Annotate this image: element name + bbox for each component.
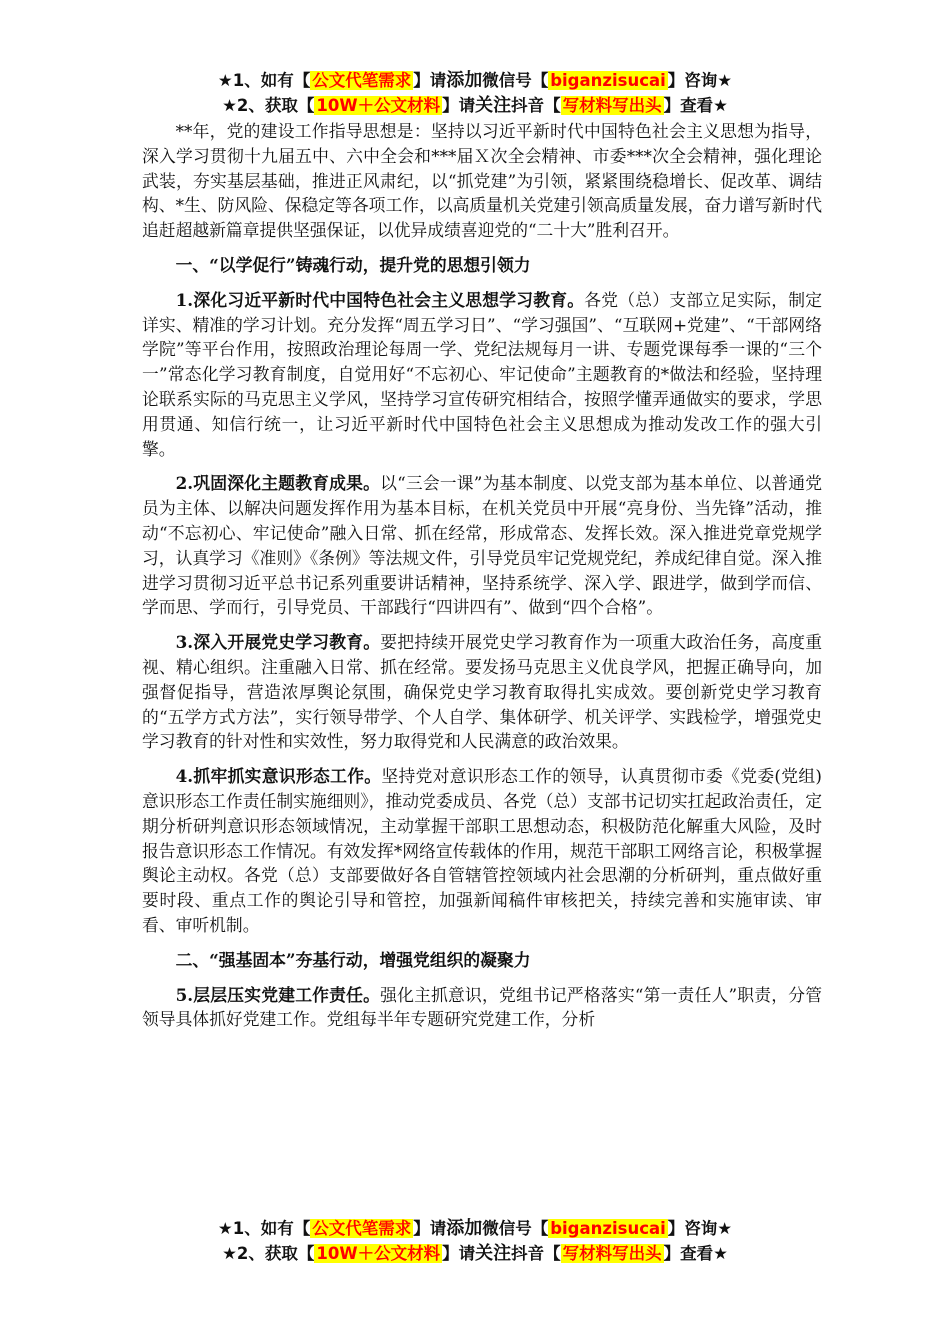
paragraph-text: 强化主抓意识，党组书记严格落实“第一责任人”职责，分管领导具体抓好党建工作。党组每半年专题研究党建工作，分析 bbox=[142, 984, 822, 1030]
promo-text: 】请 bbox=[413, 1219, 447, 1238]
paragraph-3 bbox=[142, 630, 822, 754]
promo-highlight: 写材料写出头 bbox=[562, 96, 662, 115]
paragraph-title: 3.深入开展党史学习教育。 bbox=[175, 632, 381, 653]
promo-highlight: 写材料写出头 bbox=[562, 1244, 662, 1263]
paragraph-2 bbox=[142, 471, 822, 620]
promo-text: 】查看★ bbox=[663, 1244, 728, 1263]
promo-text: 抖音【 bbox=[511, 1244, 561, 1263]
promo-text: 添加 bbox=[446, 70, 483, 91]
paragraph-text: 要把持续开展党史学习教育作为一项重大政治任务，高度重视、精心组织。注重融入日常、抓在经常。要发扬马克思主义优良学风，把握正确导向，加强督促指导，营造浓厚舆论氛围，确保党史学习教育取得扎实成效。要创新党史学习教育的“五学方式方法”，实行领导带学、个人自学、集体研学、机关评学、实践检学，增强党史学习教育的针对性和实效性，努力取得党和人民满意的政治效果。 bbox=[142, 632, 822, 752]
document-body bbox=[142, 119, 822, 1042]
promo-text: ★1、如有【 bbox=[217, 71, 311, 90]
paragraph-title: 1.深化习近平新时代中国特色社会主义思想学习教育。 bbox=[175, 289, 585, 310]
paragraph-4 bbox=[142, 764, 822, 938]
promo-line-1-top bbox=[0, 68, 950, 93]
promo-text: 】请 bbox=[442, 1244, 476, 1263]
promo-text: 关注 bbox=[475, 95, 512, 116]
promo-text: 关注 bbox=[475, 1243, 512, 1264]
promo-text: 抖音【 bbox=[511, 96, 561, 115]
promo-text: 微信号【 bbox=[482, 1219, 549, 1238]
intro-paragraph: **年，党的建设工作指导思想是：坚持以习近平新时代中国特色社会主义思想为指导，深入学习贯彻十九届五中、六中全会和***届Ｘ次全会精神、市委***次全会精神，强化理论武装，夯实基层基础，推进正风肃纪，以“抓党建”为引领，紧紧围绕稳增长、促改革、调结构、*生、防风险、保稳定等各项工作，以高质量机关党建引领高质量发展，奋力谱写新时代追赶超越新篇章提供坚强保证，以优异成绩喜迎党的“二十大”胜利召开。 bbox=[142, 121, 822, 241]
promo-line-2-bottom bbox=[0, 1241, 950, 1266]
promo-text: ★2、获取【 bbox=[222, 96, 315, 115]
paragraph-title: 2.巩固深化主题教育成果。 bbox=[175, 473, 381, 494]
paragraph-text: 坚持党对意识形态工作的领导，认真贯彻市委《党委(党组)意识形态工作责任制实施细则》，推动党委成员、各党（总）支部书记切实扛起政治责任，定期分析研判意识形态领域情况，主动掌握干部职工思想动态，积极防范化解重大风险，及时报告意识形态工作情况。有效发挥*网络宣传载体的作用，规范干部职工网络言论，积极掌握舆论主动权。各党（总）支部要做好各自管辖管控领域内社会思潮的分析研判，重点做好重要时段、重点工作的舆论引导和管控，加强新闻稿件审核把关，持续完善和实施审读、审看、审听机制。 bbox=[142, 766, 822, 935]
promo-line-1-bottom bbox=[0, 1216, 950, 1241]
promo-text: 】咨询★ bbox=[667, 71, 733, 90]
promo-text: 】查看★ bbox=[663, 96, 728, 115]
section-heading-2: 二、“强基固本”夯基行动，增强党组织的凝聚力 bbox=[175, 949, 531, 970]
promo-text: 】请 bbox=[442, 96, 476, 115]
promo-highlight: 公文代笔需求 bbox=[312, 1219, 412, 1238]
paragraph-text: 各党（总）支部立足实际，制定详实、精准的学习计划。充分发挥“周五学习日”、“学习强国”、“互联网+党建”、“干部网络学院”等平台作用，按照政治理论每周一学、党纪法规每月一讲、专题党课每季一课的“三个一”常态化学习教育制度，自觉用好“不忘初心、牢记使命”主题教育的*做法和经验，坚持理论联系实际的马克思主义学风，坚持学习宣传研究相结合，按照学懂弄通做实的要求，学思用贯通、知信行统一，让习近平新时代中国特色社会主义思想成为推动发改工作的强大引擎。 bbox=[142, 289, 822, 459]
promo-highlight: biganzisucai bbox=[550, 1219, 666, 1238]
section-heading-1: 一、“以学促行”铸魂行动，提升党的思想引领力 bbox=[175, 254, 531, 275]
promo-highlight: 10W＋公文材料 bbox=[316, 96, 441, 115]
paragraph-title: 5.层层压实党建工作责任。 bbox=[175, 984, 381, 1005]
paragraph-1 bbox=[142, 288, 822, 462]
promo-text: 微信号【 bbox=[482, 71, 549, 90]
promo-line-2-top bbox=[0, 93, 950, 118]
promo-text: ★1、如有【 bbox=[217, 1219, 311, 1238]
paragraph-5 bbox=[142, 983, 822, 1033]
promo-text: 】咨询★ bbox=[667, 1219, 733, 1238]
promo-text: ★2、获取【 bbox=[222, 1244, 315, 1263]
promo-highlight: 公文代笔需求 bbox=[312, 71, 412, 90]
paragraph-title: 4.抓牢抓实意识形态工作。 bbox=[175, 766, 382, 787]
promo-text: 添加 bbox=[446, 1218, 483, 1239]
paragraph-text: 以“三会一课”为基本制度、以党支部为基本单位、以普通党员为主体、以解决问题发挥作用为基本目标，在机关党员中开展“亮身份、当先锋”活动，推动“不忘初心、牢记使命”融入日常、抓在经常，形成常态、发挥长效。深入推进党章党规学习，认真学习《准则》《条例》等法规文件，引导党员牢记党规党纪，养成纪律自觉。深入推进学习贯彻习近平总书记系列重要讲话精神，坚持系统学、深入学、跟进学，做到学而信、学而思、学而行，引导党员、干部践行“四讲四有”、做到“四个合格”。 bbox=[142, 473, 822, 618]
promo-text: 】请 bbox=[413, 71, 447, 90]
promo-highlight: 10W＋公文材料 bbox=[316, 1244, 441, 1263]
promo-highlight: biganzisucai bbox=[550, 71, 666, 90]
